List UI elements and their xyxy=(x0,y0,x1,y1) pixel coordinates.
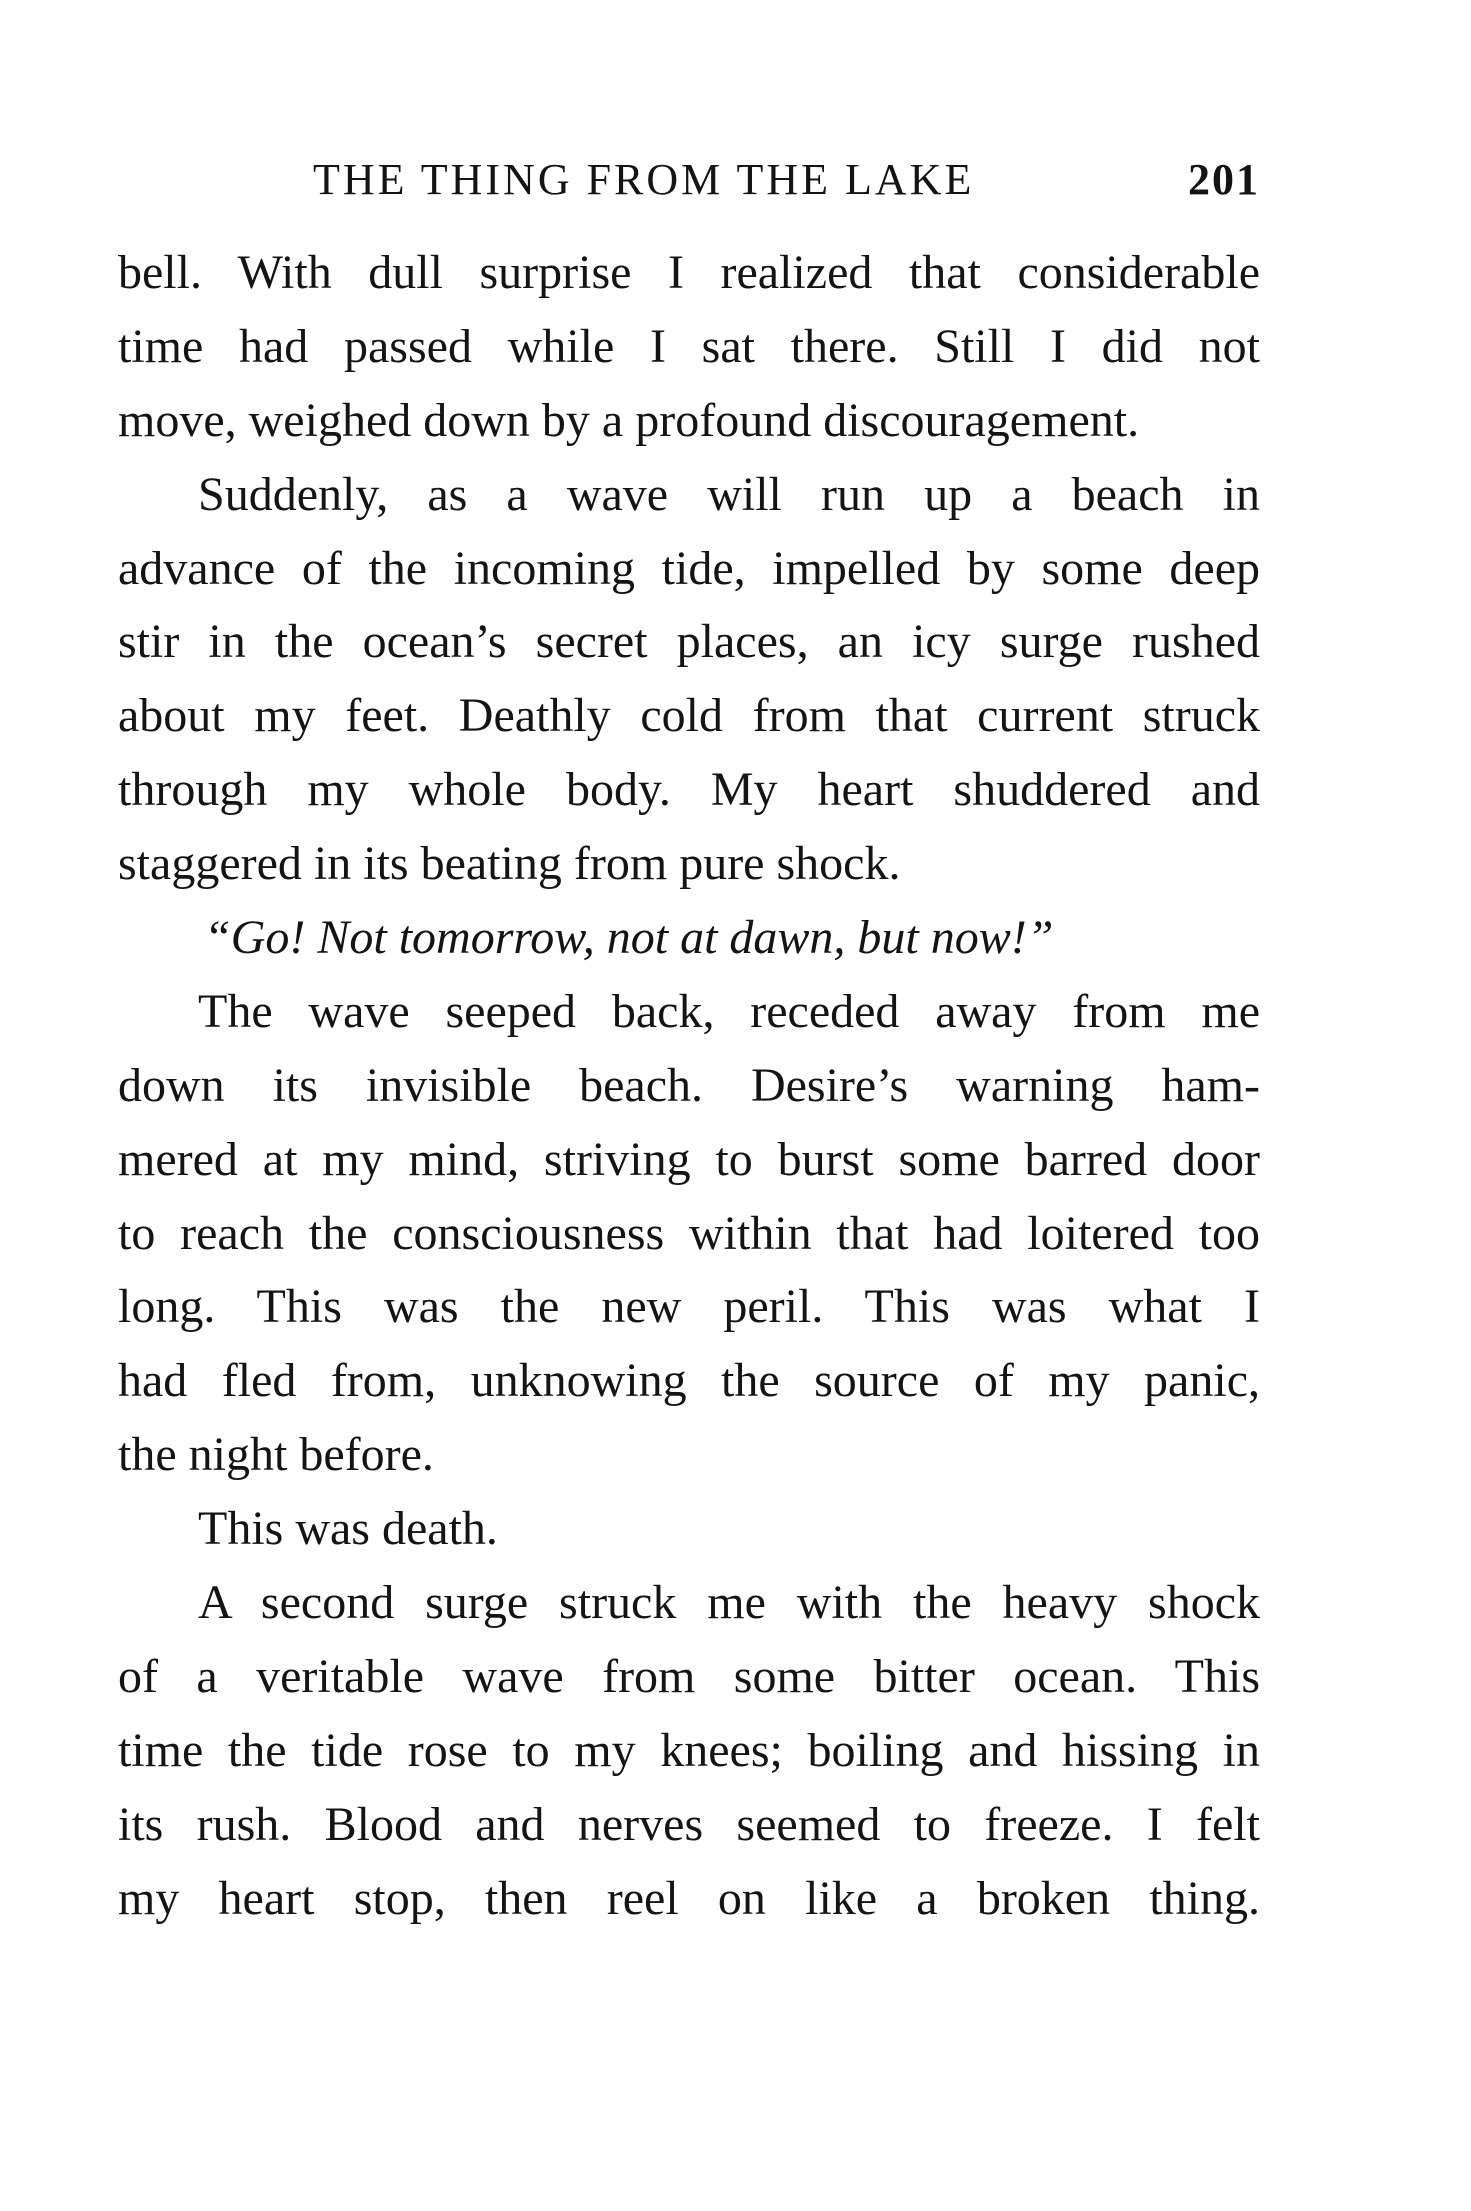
text-line: advance of the incoming tide, impelled by some deep xyxy=(118,541,1260,595)
paragraph-first-line: Suddenly, as a wave will run up a beach in xyxy=(198,467,1260,521)
text-line: had fled from, unknowing the source of my panic, xyxy=(118,1354,1260,1408)
text-line: the night before. xyxy=(118,1428,434,1482)
text-line: about my feet. Deathly cold from that current struck xyxy=(118,689,1260,743)
body-text xyxy=(118,236,1260,1935)
italic-quote-line: “Go! Not tomorrow, not at dawn, but now!” xyxy=(204,911,1054,965)
running-head xyxy=(118,150,1260,210)
text-line: down its invisible beach. Desire’s warning ham- xyxy=(118,1058,1260,1112)
text-line: long. This was the new peril. This was what I xyxy=(118,1280,1260,1334)
text-line: time the tide rose to my knees; boiling and hissing in xyxy=(118,1723,1260,1777)
text-line: its rush. Blood and nerves seemed to freeze. I felt xyxy=(118,1797,1260,1851)
page-number: 201 xyxy=(1188,155,1260,204)
text-line: stir in the ocean’s secret places, an icy surge rushed xyxy=(118,615,1260,669)
paragraph-first-line: This was death. xyxy=(198,1502,498,1556)
paragraph-first-line: The wave seeped back, receded away from me xyxy=(198,984,1260,1038)
text-line: time had passed while I sat there. Still I did not xyxy=(118,319,1260,373)
paragraph-first-line: A second surge struck me with the heavy shock xyxy=(198,1576,1260,1630)
text-line: my heart stop, then reel on like a broken thing. xyxy=(118,1871,1260,1925)
text-line: staggered in its beating from pure shock. xyxy=(118,837,901,891)
running-title: THE THING FROM THE LAKE xyxy=(313,155,975,204)
text-line: through my whole body. My heart shuddered and xyxy=(118,763,1260,817)
text-line: mered at my mind, striving to burst some barred door xyxy=(118,1132,1260,1186)
text-line: of a veritable wave from some bitter ocean. This xyxy=(118,1649,1260,1703)
text-line: move, weighed down by a profound discouragement. xyxy=(118,393,1140,447)
text-line: to reach the consciousness within that had loitered too xyxy=(118,1206,1260,1260)
text-line: bell. With dull surprise I realized that considerable xyxy=(118,246,1260,299)
